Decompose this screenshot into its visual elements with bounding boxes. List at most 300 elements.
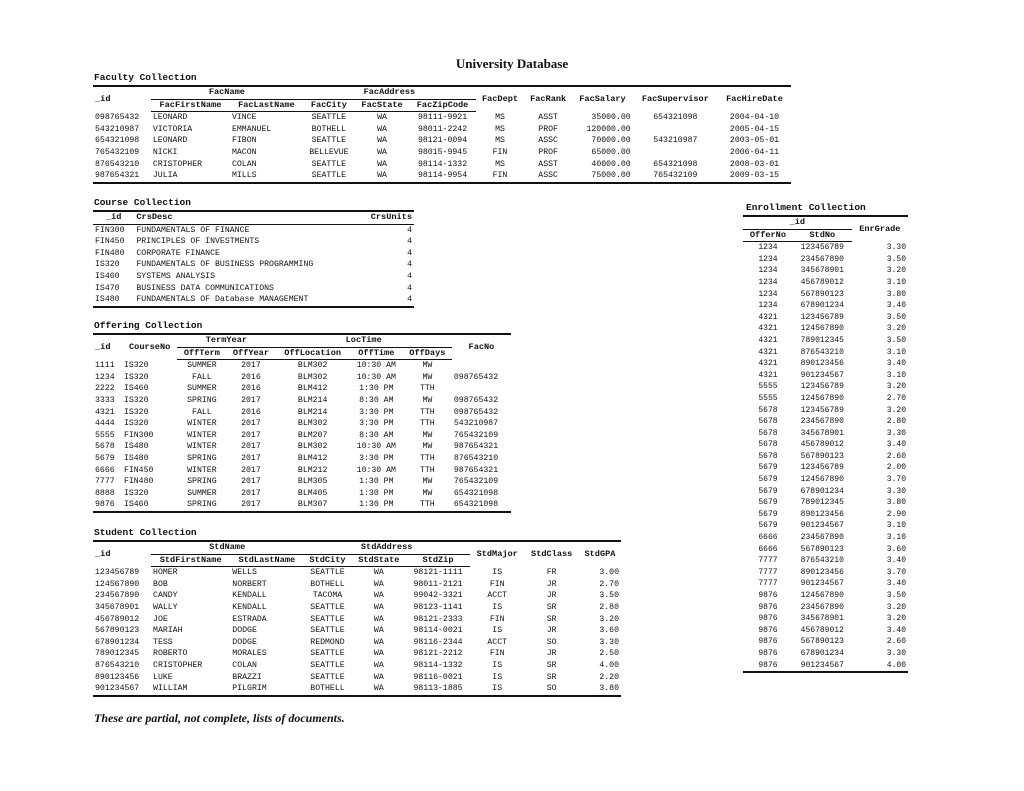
table-cell: BLM302	[297, 361, 328, 371]
offering-collection-title: Offering Collection	[94, 320, 203, 331]
table-cell: TESS	[153, 637, 173, 647]
table-row	[93, 625, 621, 637]
table-cell: CRISTOPHER	[153, 660, 203, 670]
table-cell: 3:30 PM	[359, 453, 394, 463]
table-cell: 987654321	[453, 442, 499, 452]
table-cell: 35000.00	[591, 112, 631, 122]
table-cell: SPRING	[187, 395, 217, 405]
table-cell: 2017	[241, 477, 261, 487]
table-cell: 123456789	[800, 463, 844, 473]
table-cell: LEONARD	[152, 113, 188, 123]
table-row	[743, 462, 908, 474]
table-cell: 678901234	[95, 637, 140, 647]
table-cell: BRAZZI	[232, 672, 262, 682]
table-cell: 2.60	[886, 451, 906, 461]
table-cell: 98114-0021	[413, 626, 463, 636]
table-cell: 789012345	[95, 649, 140, 659]
table-row	[93, 407, 511, 419]
table-cell: WILLIAM	[151, 683, 230, 696]
table-cell: IS480	[123, 453, 149, 463]
table-cell: MW	[422, 395, 433, 405]
col-group-header: StdAddress	[303, 541, 470, 554]
table-cell: 3.60	[599, 626, 619, 636]
col-header: OffDays	[403, 347, 452, 360]
col-header: StdNo	[793, 229, 852, 242]
table-cell: 4	[407, 248, 412, 258]
col-header: StdGPA	[579, 541, 621, 567]
table-row	[743, 428, 908, 440]
col-group-header: StdName	[151, 541, 303, 554]
table-cell: BOTHELL	[311, 124, 347, 134]
table-row	[93, 224, 414, 236]
table-row	[93, 259, 414, 271]
table-row	[743, 555, 908, 567]
table-row	[93, 590, 621, 602]
table-row	[93, 476, 511, 488]
table-cell: 098765432	[453, 395, 499, 405]
table-cell: MW	[422, 430, 433, 440]
table-cell: 4321	[758, 335, 778, 345]
table-cell: LEONARD	[152, 136, 188, 146]
table-cell: WA	[373, 660, 384, 670]
table-cell: 8888	[95, 488, 115, 498]
table-cell: 8:30 AM	[359, 430, 394, 440]
table-cell: 3.50	[886, 335, 906, 345]
table-cell: BOTHELL	[303, 683, 351, 696]
table-row	[743, 242, 908, 254]
student-table	[93, 540, 621, 697]
table-cell: 3.20	[886, 602, 906, 612]
table-cell: ASST	[538, 112, 558, 122]
table-cell: 765432109	[453, 430, 499, 440]
table-cell: 2.70	[599, 579, 619, 589]
table-cell: MILLS	[230, 170, 303, 183]
table-row	[93, 360, 511, 372]
table-cell: SEATTLE	[310, 672, 345, 682]
table-cell: MW	[422, 372, 433, 382]
table-cell: SEATTLE	[310, 649, 345, 659]
table-cell: CANDY	[153, 591, 178, 601]
table-cell: 3.40	[886, 440, 906, 450]
table-row	[93, 453, 511, 465]
table-cell: WA	[377, 136, 387, 146]
table-cell: IS320	[123, 407, 149, 417]
table-cell: 5678	[758, 428, 778, 438]
table-cell: TTH	[403, 499, 452, 512]
table-row	[743, 439, 908, 451]
table-cell: 4	[407, 260, 412, 270]
table-row	[93, 159, 791, 171]
table-cell: WALLY	[153, 602, 178, 612]
table-cell: 901234567	[800, 521, 844, 531]
table-cell: ACCT	[487, 637, 508, 647]
table-cell: 890123456	[800, 567, 844, 577]
table-cell: JOE	[153, 614, 168, 624]
table-cell: 1:30 PM	[359, 384, 394, 394]
table-row	[743, 277, 908, 289]
table-cell: 6666	[758, 544, 778, 554]
table-row	[93, 283, 414, 295]
table-cell: WA	[373, 637, 384, 647]
table-cell: 98121-2212	[413, 649, 463, 659]
table-cell: 890123456	[95, 672, 140, 682]
table-cell: 2008-03-01	[729, 159, 780, 169]
table-cell: 9876	[93, 499, 122, 512]
table-cell: TTH	[419, 419, 435, 429]
table-cell: JR	[546, 626, 557, 636]
table-cell: 567890123	[95, 626, 140, 636]
col-header: StdMajor	[470, 541, 524, 567]
table-cell: 123456789	[800, 405, 844, 415]
table-cell: 789012345	[800, 498, 844, 508]
table-cell: 901234567	[93, 683, 151, 696]
table-cell: 98116-2344	[413, 637, 463, 647]
col-group-header: LocTime	[275, 334, 451, 347]
table-cell: 9876	[758, 648, 778, 658]
table-cell: IS	[492, 602, 503, 612]
table-cell: 2016	[241, 407, 261, 417]
table-cell: 98116-0021	[413, 672, 463, 682]
table-cell: 1234	[758, 301, 778, 311]
col-group-header: FacName	[151, 86, 303, 99]
table-row	[93, 672, 621, 684]
table-cell: 234567890	[800, 417, 844, 427]
table-row	[93, 135, 791, 147]
table-cell: FIN450	[95, 237, 125, 247]
col-header: _id	[93, 334, 122, 360]
table-cell: 5679	[758, 486, 778, 496]
table-cell: BLM212	[297, 465, 328, 475]
table-cell: IS320	[123, 419, 149, 429]
table-cell: 654321098	[653, 159, 698, 169]
table-cell: 124567890	[95, 579, 140, 589]
table-cell: 765432109	[95, 147, 140, 157]
table-cell: 765432109	[633, 170, 718, 183]
col-header: CourseNo	[122, 334, 177, 360]
table-cell: SEATTLE	[310, 660, 345, 670]
table-cell: JR	[546, 579, 557, 589]
table-cell: BLM412	[297, 453, 328, 463]
table-cell: 2003-05-01	[729, 136, 780, 146]
table-cell: 9876	[743, 660, 793, 673]
col-header: FacRank	[524, 86, 572, 112]
table-cell: 124567890	[800, 324, 844, 334]
table-cell: 2005-04-15	[729, 124, 780, 134]
table-cell: 1:30 PM	[359, 477, 394, 487]
table-row	[93, 602, 621, 614]
table-row	[743, 323, 908, 335]
table-cell: SEATTLE	[310, 614, 345, 624]
table-cell: MACON	[231, 147, 257, 157]
table-cell: 2004-04-10	[729, 112, 780, 122]
table-cell: 876543210	[800, 556, 844, 566]
col-header: StdZip	[406, 554, 470, 567]
table-row	[743, 451, 908, 463]
table-cell: VICTORIA	[152, 124, 193, 134]
table-cell: BLM214	[297, 407, 328, 417]
table-cell: FIN	[489, 579, 505, 589]
table-row	[93, 395, 511, 407]
table-cell: 4321	[758, 324, 778, 334]
table-cell: FIN450	[123, 465, 154, 475]
col-header: CrsDesc	[134, 211, 358, 224]
table-cell: TTH	[419, 465, 435, 475]
table-cell: 3.40	[886, 301, 906, 311]
table-cell: 2017	[241, 430, 261, 440]
table-row	[743, 254, 908, 266]
col-header: FacLastName	[230, 99, 303, 112]
table-cell: MW	[422, 488, 433, 498]
table-cell: REDMOND	[310, 637, 345, 647]
table-row	[743, 544, 908, 556]
table-cell: 234567890	[95, 591, 140, 601]
col-header: StdClass	[524, 541, 578, 567]
table-cell: 5679	[758, 498, 778, 508]
table-cell: 098765432	[453, 372, 499, 382]
table-cell: IS	[470, 683, 524, 696]
table-cell: 2017	[241, 395, 261, 405]
table-cell: 876543210	[800, 347, 844, 357]
table-cell: 124567890	[800, 393, 844, 403]
table-cell: MS	[495, 136, 505, 146]
table-cell: FIBON	[231, 136, 257, 146]
table-cell: PROF	[538, 124, 558, 134]
table-cell: 3333	[95, 395, 115, 405]
table-cell: FIN480	[95, 248, 125, 258]
table-row	[93, 430, 511, 442]
table-cell: TTH	[419, 453, 435, 463]
table-row	[743, 590, 908, 602]
table-cell: KENDALL	[232, 591, 267, 601]
table-cell: 3.50	[886, 312, 906, 322]
table-cell: IS	[492, 660, 503, 670]
table-cell: 2016	[241, 372, 261, 382]
table-cell: WA	[355, 170, 409, 183]
col-header: StdFirstName	[151, 554, 230, 567]
table-row	[93, 683, 621, 696]
table-cell: HOMER	[153, 568, 178, 578]
table-cell: 901234567	[800, 370, 844, 380]
table-cell: IS460	[95, 271, 120, 281]
table-cell: DODGE	[232, 626, 257, 636]
table-cell: 3.50	[599, 591, 619, 601]
table-cell: 4321	[758, 359, 778, 369]
table-cell: IS320	[123, 372, 149, 382]
table-cell: 890123456	[800, 359, 844, 369]
table-cell: 456789012	[800, 625, 844, 635]
table-cell: 3.80	[886, 289, 906, 299]
table-cell: BLM214	[297, 395, 328, 405]
table-cell: 3.80	[886, 498, 906, 508]
table-cell: PILGRIM	[230, 683, 303, 696]
table-cell	[452, 383, 511, 395]
table-cell: WA	[373, 602, 384, 612]
table-cell: TACOMA	[312, 591, 343, 601]
col-header: FacState	[355, 99, 409, 112]
table-row	[93, 124, 791, 136]
table-row	[743, 509, 908, 521]
table-cell: 98114-1332	[417, 159, 468, 169]
table-cell: WA	[373, 626, 384, 636]
table-cell: 124567890	[800, 591, 844, 600]
table-cell: 234567890	[800, 254, 844, 264]
table-cell: FIN	[492, 147, 508, 157]
table-cell: 4	[358, 294, 414, 307]
table-cell: 75000.00	[572, 170, 633, 183]
table-cell: SPRING	[187, 477, 217, 487]
table-cell: WA	[373, 649, 384, 659]
col-header: StdCity	[303, 554, 351, 567]
table-cell: 2017	[241, 442, 261, 452]
table-cell: 70000.00	[591, 136, 631, 146]
table-cell: 5678	[95, 442, 115, 452]
table-cell: ASSC	[538, 136, 558, 146]
table-cell: 3.60	[886, 544, 906, 554]
table-cell: 2.90	[886, 509, 906, 519]
table-cell: 3.50	[886, 254, 906, 264]
table-cell	[633, 147, 718, 159]
table-row	[93, 112, 791, 124]
table-cell: COLAN	[232, 660, 257, 670]
table-row	[743, 486, 908, 498]
table-cell: WELLS	[232, 568, 257, 578]
table-cell: IS320	[123, 360, 149, 370]
table-cell: ESTRADA	[232, 614, 267, 624]
table-cell: 120000.00	[586, 124, 631, 134]
table-cell: 234567890	[800, 533, 844, 543]
table-cell: NICKI	[152, 147, 178, 157]
table-cell: 98015-9945	[417, 147, 468, 157]
table-cell: FIN	[476, 170, 524, 183]
table-cell: 4	[407, 283, 412, 293]
table-cell: SO	[546, 637, 557, 647]
table-cell: 4.00	[599, 660, 619, 670]
table-cell: 9876	[758, 591, 778, 600]
table-cell: 6666	[758, 533, 778, 543]
table-cell: NORBERT	[232, 579, 267, 589]
table-cell: IS460	[123, 384, 149, 394]
table-cell: 2017	[241, 453, 261, 463]
table-cell: 123456789	[800, 243, 844, 253]
table-cell: WA	[373, 672, 384, 682]
table-cell: 654321098	[653, 112, 698, 122]
table-cell: 123456789	[95, 567, 140, 577]
table-row	[93, 488, 511, 500]
faculty-collection-title: Faculty Collection	[94, 72, 197, 83]
table-cell: 98011-2121	[413, 579, 463, 589]
table-cell: 901234567	[800, 579, 844, 589]
table-row	[743, 497, 908, 509]
table-cell: KENDALL	[232, 602, 267, 612]
table-cell: 1:30 PM	[350, 499, 403, 512]
table-cell: ROBERTO	[153, 649, 188, 659]
table-cell: TTH	[419, 384, 435, 394]
table-cell: 2017	[226, 499, 275, 512]
table-cell: WA	[377, 124, 387, 134]
col-header: OffTerm	[177, 347, 226, 360]
table-cell: BLM302	[297, 372, 328, 382]
table-cell: 3.10	[886, 347, 906, 357]
table-cell: WA	[373, 614, 384, 624]
table-cell: 10:30 AM	[356, 372, 396, 382]
table-cell: 567890123	[800, 544, 844, 554]
table-cell: 5678	[758, 405, 778, 415]
table-cell: WA	[377, 159, 387, 169]
table-cell: 10:30 AM	[356, 442, 396, 452]
table-cell: CRISTOPHER	[152, 159, 203, 169]
table-cell: BLM305	[297, 477, 328, 487]
table-cell: SEATTLE	[310, 602, 345, 612]
table-cell: IS320	[123, 488, 149, 498]
table-cell: BLM307	[275, 499, 349, 512]
table-cell: 3.10	[886, 533, 906, 543]
table-cell: 124567890	[800, 475, 844, 485]
table-cell: FIN	[489, 649, 505, 659]
table-cell: 99042-3321	[413, 591, 463, 601]
table-cell: SEATTLE	[310, 568, 345, 578]
table-cell: FIN300	[123, 430, 154, 440]
table-cell: TTH	[419, 407, 435, 417]
table-cell: 345678901	[95, 602, 140, 612]
table-cell: 2016	[241, 384, 261, 394]
table-cell: 98111-9921	[417, 113, 468, 123]
table-cell: 3.30	[886, 486, 906, 496]
table-cell: JULIA	[151, 170, 230, 183]
table-cell: IS460	[122, 499, 177, 512]
table-cell: BOB	[153, 579, 168, 589]
table-cell: CORPORATE FINANCE	[136, 248, 220, 258]
table-row	[93, 499, 511, 512]
table-cell: 678901234	[800, 486, 844, 496]
table-cell: WA	[373, 568, 384, 578]
table-cell: 5679	[758, 475, 778, 485]
col-group-header: TermYear	[177, 334, 275, 347]
table-cell: 65000.00	[591, 147, 631, 157]
table-row	[743, 265, 908, 277]
table-row	[93, 637, 621, 649]
table-cell: 9876	[758, 602, 778, 612]
table-row	[93, 441, 511, 453]
course-collection-title: Course Collection	[94, 197, 191, 208]
table-cell: WINTER	[187, 442, 217, 452]
table-cell: 2006-04-11	[729, 147, 780, 157]
table-row	[93, 383, 511, 395]
table-cell: 4321	[758, 370, 778, 380]
table-cell: 2017	[241, 361, 261, 371]
table-row	[93, 271, 414, 283]
table-cell: 1234	[758, 289, 778, 299]
table-cell: 3.00	[599, 567, 619, 577]
table-cell: 5679	[758, 463, 778, 473]
table-cell: SUMMER	[187, 488, 217, 498]
table-cell: 3.10	[886, 370, 906, 380]
table-cell: 1234	[758, 266, 778, 276]
table-cell: 3.20	[599, 614, 619, 624]
table-cell: 3.40	[886, 556, 906, 566]
col-group-header: FacAddress	[303, 86, 476, 99]
table-row	[743, 335, 908, 347]
table-cell: 9876	[758, 614, 778, 624]
table-cell: 345678901	[800, 266, 844, 276]
table-cell: SR	[546, 660, 557, 670]
table-cell: 567890123	[800, 289, 844, 299]
table-cell: DODGE	[232, 637, 257, 647]
table-row	[93, 465, 511, 477]
table-cell: FUNDAMENTALS OF Database MANAGEMENT	[134, 294, 358, 307]
table-cell: 2.20	[599, 672, 619, 682]
table-cell: ASST	[538, 159, 558, 169]
table-cell: 6666	[95, 465, 115, 475]
